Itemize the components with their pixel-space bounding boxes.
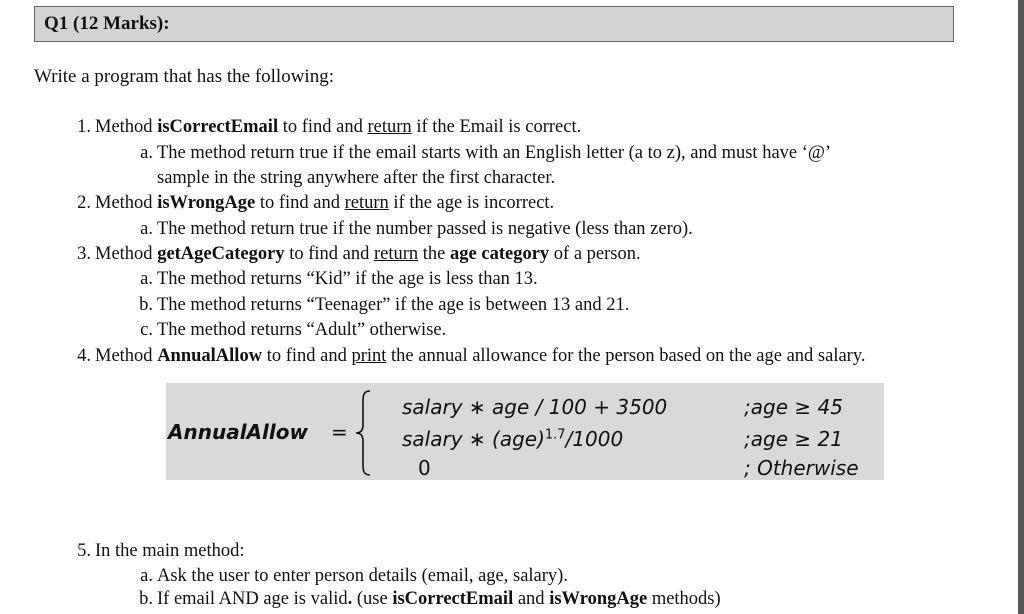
- item-1a: a. The method return true if the email starts with an English letter (a to z), and must have ‘@’: [140, 143, 832, 163]
- formula-cond-3: ; Otherwise: [744, 456, 859, 480]
- intro-text: Write a program that has the following:: [34, 66, 334, 87]
- method-name: isCorrectEmail: [392, 589, 514, 609]
- item-1: 1. Method isCorrectEmail to find and return if the Email is correct.: [77, 117, 582, 137]
- item-3a: a. The method returns “Kid” if the age is less than 13.: [140, 269, 538, 289]
- formula-row-2: salary ∗ (age)$^{1.7}$/1000: [402, 427, 624, 451]
- item-5b: b. If email AND age is valid. (use isCorrectEmail and isWrongAge methods): [139, 589, 721, 609]
- method-name: getAgeCategory: [157, 244, 285, 264]
- formula-row-3: 0: [418, 456, 431, 480]
- formula-equals: =: [331, 420, 348, 444]
- method-name: isWrongAge: [549, 589, 648, 609]
- item-4: 4. Method AnnualAllow to find and print the annual allowance for the person based on the age and salary.: [77, 346, 866, 366]
- method-name: isCorrectEmail: [157, 117, 279, 137]
- item-3: 3. Method getAgeCategory to find and return the age category of a person.: [77, 244, 641, 264]
- item-3c: c. The method returns “Adult” otherwise.: [140, 320, 447, 340]
- formula-name: AnnualAllow: [168, 420, 308, 444]
- item-2a: a. The method return true if the number passed is negative (less than zero).: [140, 219, 693, 239]
- formula-cond-2: ;age ≥ 21: [744, 427, 843, 451]
- formula-cond-1: ;age ≥ 45: [744, 395, 843, 419]
- item-2: 2. Method isWrongAge to find and return if the age is incorrect.: [77, 193, 555, 213]
- item-1a-cont: sample in the string anywhere after the first character.: [157, 168, 556, 188]
- item-5a: a. Ask the user to enter person details (email, age, salary).: [140, 566, 568, 586]
- annual-allow-formula: [166, 383, 884, 480]
- page-edge-bar: [1018, 0, 1024, 614]
- question-header: [34, 6, 954, 42]
- method-name: isWrongAge: [157, 193, 256, 213]
- question-title: Q1 (12 Marks):: [44, 13, 170, 34]
- formula-row-1: salary ∗ age / 100 + 3500: [402, 395, 668, 419]
- method-name: AnnualAllow: [157, 346, 263, 366]
- left-brace-icon: [354, 389, 374, 477]
- item-3b: b. The method returns “Teenager” if the age is between 13 and 21.: [139, 295, 630, 315]
- item-5: 5. In the main method:: [77, 541, 245, 561]
